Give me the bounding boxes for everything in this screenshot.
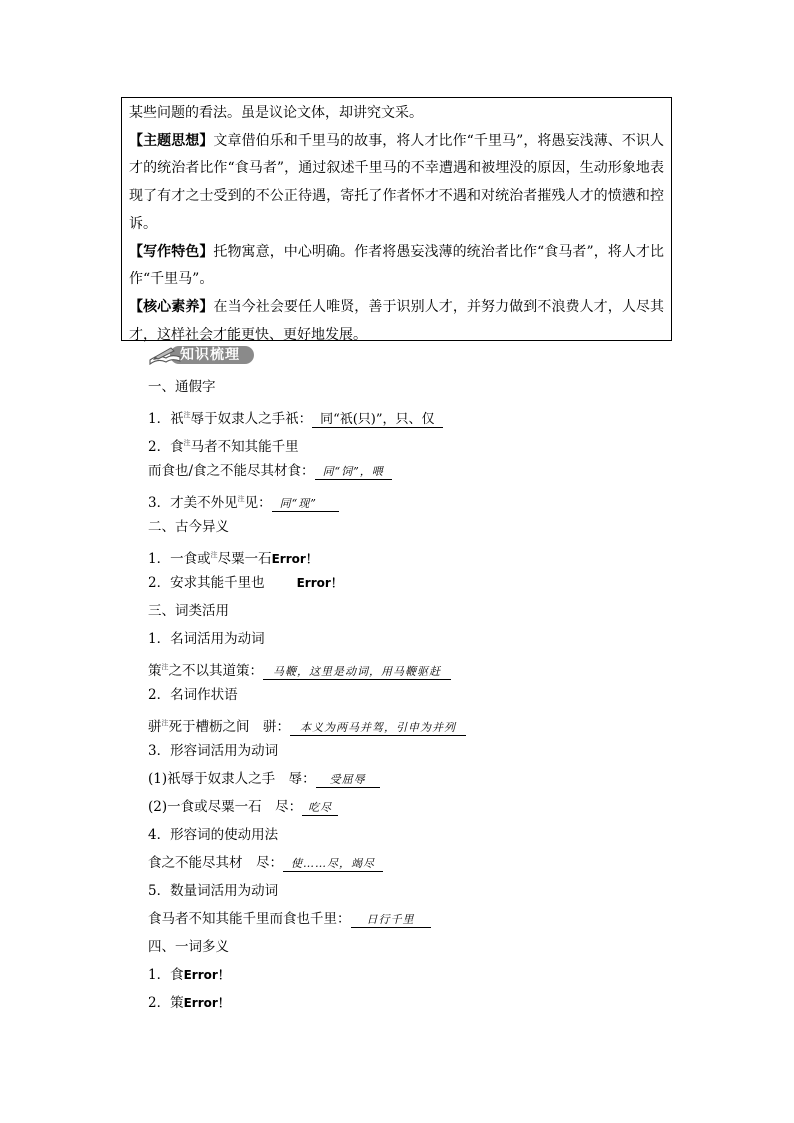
badge-label: 知识梳理: [180, 347, 240, 363]
answer-blank: 本义为两马并驾，引申为并列: [290, 721, 466, 736]
item-text: 尽粟一石: [217, 551, 272, 567]
item-text: 食马者不知其能千里而食也千里：: [148, 911, 351, 927]
item-text: 2．食: [148, 439, 184, 455]
item-cilei-1-example: [148, 658, 451, 680]
item-text: 1．食: [148, 967, 184, 983]
note-mark: 注: [183, 411, 191, 419]
answer-blank: 使……尽，竭尽: [283, 857, 383, 872]
item-text: 2．策: [148, 995, 184, 1011]
answer-blank: 马鞭，这里是动词，用马鞭驱赶: [263, 665, 451, 680]
book-pen-icon: [148, 345, 182, 365]
note-mark: 注: [161, 719, 169, 727]
item-text: 2．安求其能千里也: [148, 575, 265, 591]
core-paragraph: [129, 294, 664, 349]
error-text: Error！: [183, 996, 230, 1010]
item-text: 马者不知其能千里: [190, 439, 299, 455]
item-gujin-2: [148, 574, 343, 592]
answer-blank: 同“饲”，喂: [315, 465, 392, 480]
style-text: 托物寓意，中心明确。作者将愚妄浅薄的统治者比作“食马者”，将人才比作“千里马”。: [129, 243, 664, 288]
item-text: 死于槽枥之间 骈：: [168, 719, 290, 735]
intro-box: [121, 97, 672, 341]
note-mark: 注: [183, 439, 191, 447]
item-gujin-1: [148, 546, 318, 568]
item-text: 而食也/食之不能尽其材食：: [148, 463, 315, 479]
item-text: 3．才美不外见: [148, 495, 238, 511]
style-paragraph: [129, 239, 664, 294]
item-cilei-4-example: [148, 854, 383, 872]
answer-blank: 吃尽: [302, 801, 338, 816]
item-cilei-1: 1．名词活用为动词: [148, 631, 265, 647]
item-cilei-3-2: [148, 798, 338, 816]
heading-cilei: 三、词类活用: [148, 603, 229, 619]
item-cilei-2-example: [148, 714, 466, 736]
item-yiciduoyi-1: [148, 966, 230, 984]
section-badge: [148, 345, 256, 365]
heading-yiciduoyi: 四、一词多义: [148, 939, 229, 955]
answer-blank: 同“现”: [272, 497, 339, 512]
theme-paragraph: [129, 128, 664, 239]
error-text: Error！: [296, 576, 343, 590]
intro-line: 某些问题的看法。虽是议论文体，却讲究文采。: [129, 105, 423, 121]
item-text: 骈: [148, 719, 162, 735]
style-tag: 【写作特色】: [129, 243, 214, 260]
note-mark: 注: [237, 495, 245, 503]
error-text: Error！: [271, 552, 318, 566]
item-tongjiazi-1: [148, 406, 443, 428]
item-cilei-5: 5．数量词活用为动词: [148, 883, 279, 899]
item-cilei-2: 2．名词作状语: [148, 687, 238, 703]
answer-blank: 日行千里: [351, 913, 431, 928]
item-cilei-3-1: [148, 770, 380, 788]
item-text: 辱于奴隶人之手祇：: [190, 411, 313, 427]
item-cilei-3: 3．形容词活用为动词: [148, 743, 279, 759]
note-mark: 注: [210, 551, 218, 559]
item-text: 策: [148, 663, 162, 679]
item-cilei-5-example: [148, 910, 431, 928]
heading-gujin: 二、古今异义: [148, 519, 229, 535]
item-yiciduoyi-2: [148, 994, 230, 1012]
error-text: Error！: [183, 968, 230, 982]
theme-text: 文章借伯乐和千里马的故事，将人才比作“千里马”，将愚妄浅薄、不识人才的统治者比作“食马者”，通过叙述千里马的不幸遭遇和被埋没的原因，生动形象地表现了有才之士受到的不公正待遇，寄托了作者怀才不遇和对统治者摧残人才的愤懑和控诉。: [129, 132, 664, 232]
answer-blank: 受屈辱: [316, 773, 380, 788]
answer-blank: 同“祇(只)”，只、仅: [312, 413, 442, 428]
core-tag: 【核心素养】: [129, 298, 214, 315]
item-tongjiazi-3: [148, 490, 339, 512]
item-text: 1．祇: [148, 411, 184, 427]
item-text: 见：: [244, 495, 272, 511]
item-text: (2)一食或尽粟一石 尽：: [148, 799, 303, 815]
item-tongjiazi-2: [148, 434, 299, 456]
item-text: (1)祇辱于奴隶人之手 辱：: [148, 771, 316, 787]
item-text: 1．一食或: [148, 551, 211, 567]
item-text: 食之不能尽其材 尽：: [148, 855, 283, 871]
heading-tongjiazi: 一、通假字: [148, 379, 216, 395]
item-text: 之不以其道策：: [168, 663, 263, 679]
core-text: 在当今社会要任人唯贤，善于识别人才，并努力做到不浪费人才，人尽其才，这样社会才能更快、更好地发展。: [129, 298, 665, 343]
item-tongjiazi-2b: [148, 462, 392, 480]
note-mark: 注: [161, 663, 169, 671]
theme-tag: 【主题思想】: [129, 132, 214, 149]
item-cilei-4: 4．形容词的使动用法: [148, 827, 279, 843]
